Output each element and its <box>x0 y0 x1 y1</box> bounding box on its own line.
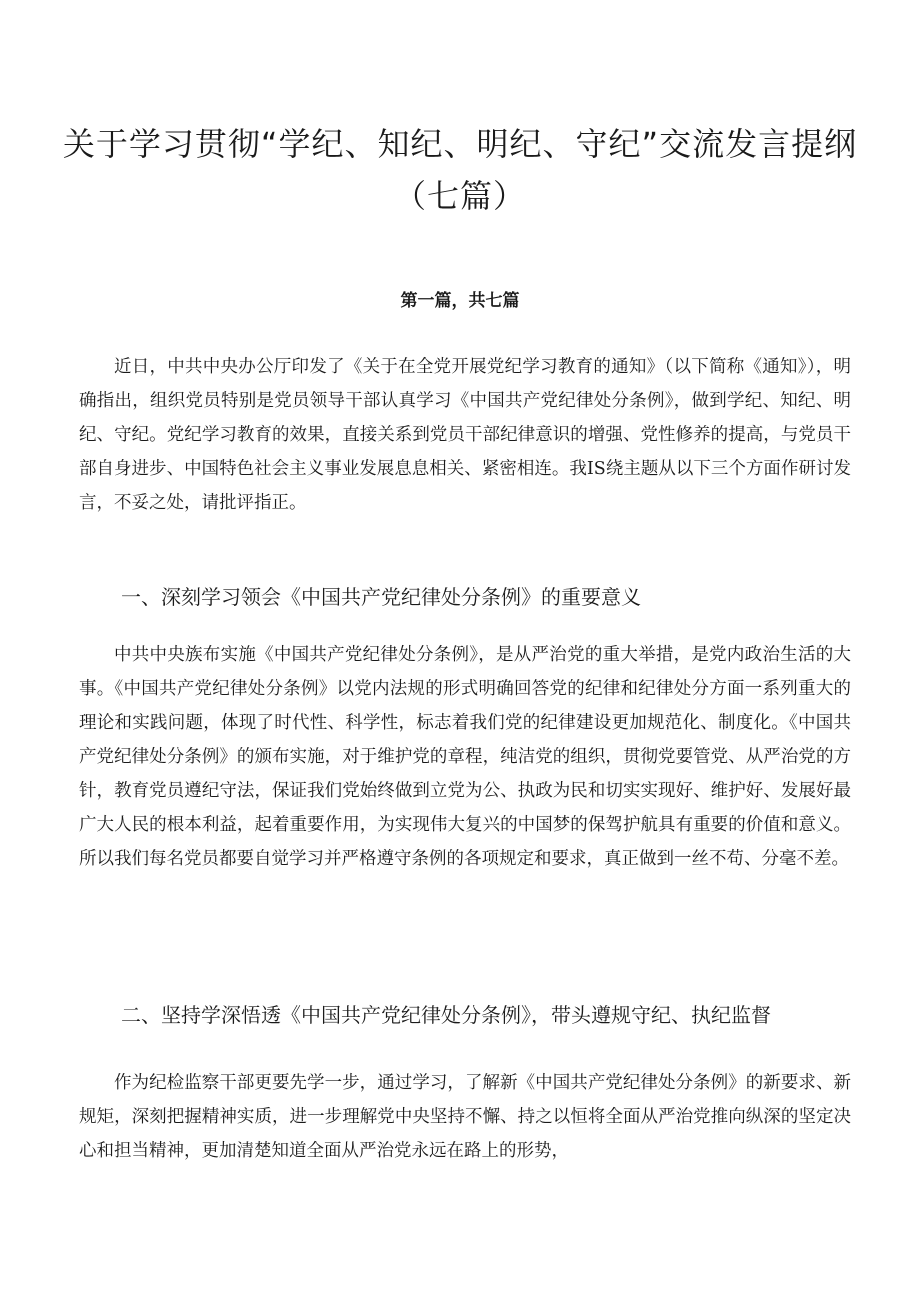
section-heading-two: 二、坚持学深悟透《中国共产党纪律处分条例》，带头遵规守纪、执纪监督 <box>121 1003 771 1027</box>
part-label: 第一篇，共七篇 <box>400 291 520 311</box>
body-paragraph-intro: 近日，中共中央办公厅印发了《关于在全党开展党纪学习教育的通知》（以下简称《通知》），明确指出，组织党员特别是党员领导干部认真学习《中国共产党纪律处分条例》，做到学纪、知纪、明纪、守纪。党纪学习教育的效果，直接关系到党员干部纪律意识的增强、党性修养的提高，与党员干部自身进步、中国特色社会主义事业发展息息相关、紧密相连。我IS绕主题从以下三个方面作研讨发言，不妥之处，请批评指正。 <box>79 357 851 513</box>
document-title: 关于学习贯彻“学纪、知纪、明纪、守纪”交流发言提纲（七篇） <box>62 125 858 215</box>
body-paragraph-section-one: 中共中央族布实施《中国共产党纪律处分条例》，是从严治党的重大举措，是党内政治生活的大事。《中国共产党纪律处分条例》以党内法规的形式明确回答党的纪律和纪律处分方面一系列重大的理论和实践问题，体现了时代性、科学性，标志着我们党的纪律建设更加规范化、制度化。《中国共产党纪律处分条例》的颁布实施，对于维护党的章程，纯洁党的组织，贯彻党要管党、从严治党的方针，教育党员遵纪守法，保证我们党始终做到立党为公、执政为民和切实实现好、维护好、发展好最广大人民的根本利益，起着重要作用，为实现伟大复兴的中国梦的保驾护航具有重要的价值和意义。所以我们每名党员都要自觉学习并严格遵守条例的各项规定和要求，真正做到一丝不苟、分毫不差。 <box>79 645 851 869</box>
section-heading-one: 一、深刻学习领会《中国共产党纪律处分条例》的重要意义 <box>121 585 641 609</box>
body-paragraph-section-two: 作为纪检监察干部更要先学一步，通过学习，了解新《中国共产党纪律处分条例》的新要求、新规矩，深刻把握精神实质，进一步理解党中央坚持不懈、持之以恒将全面从严治党推向纵深的坚定决心和担当精神，更加清楚知道全面从严治党永远在路上的形势， <box>79 1073 851 1161</box>
